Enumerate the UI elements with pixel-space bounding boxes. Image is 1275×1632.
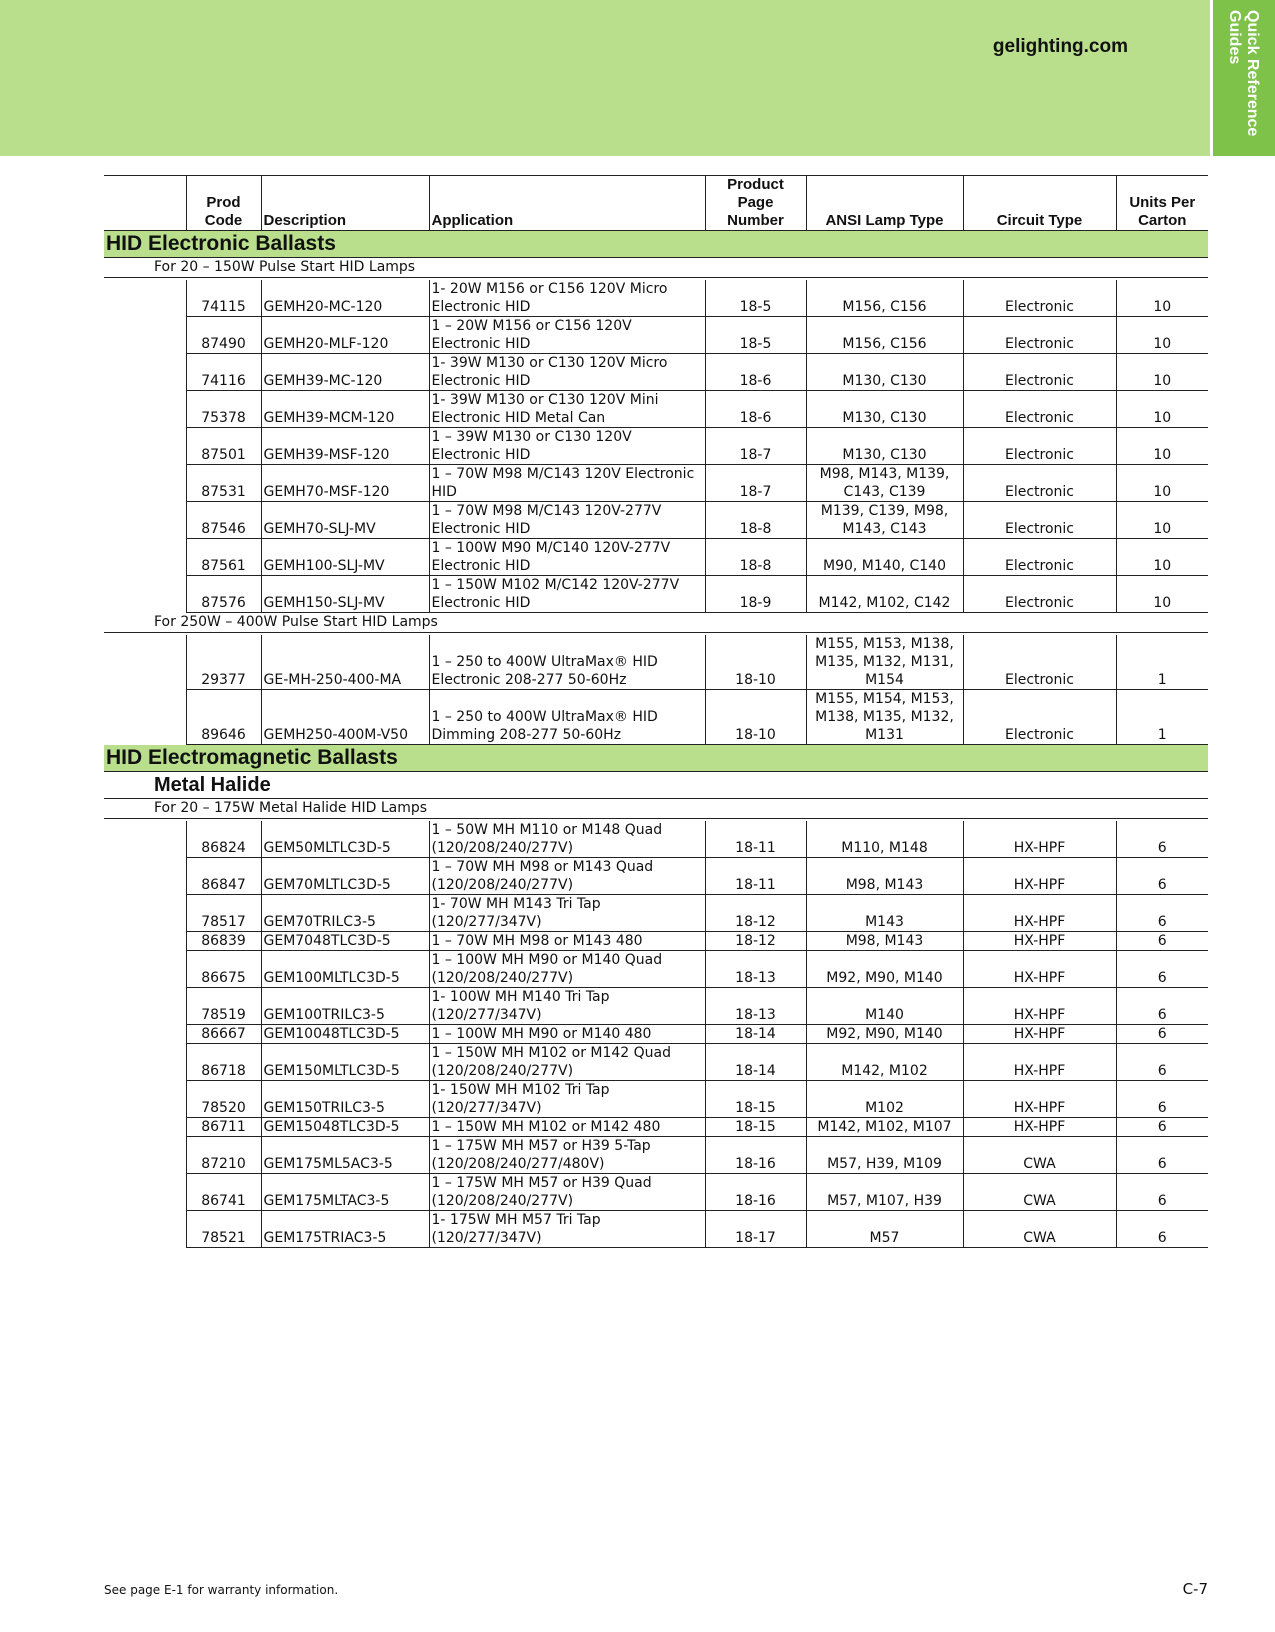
prod-code-cell: 75378 <box>186 391 261 428</box>
circuit-type-cell: HX-HPF <box>963 1081 1116 1118</box>
header-units-per-carton: Units Per Carton <box>1116 176 1208 231</box>
table-row <box>104 391 1208 428</box>
circuit-type-cell: Electronic <box>963 317 1116 354</box>
prod-code-cell: 78519 <box>186 988 261 1025</box>
prod-code-cell: 87501 <box>186 428 261 465</box>
application-cell: 1 – 70W M98 M/C143 120V Electronic HID <box>429 465 705 502</box>
page-number-cell: 18-11 <box>705 858 806 895</box>
row-indent <box>104 1025 186 1044</box>
ansi-lamp-type-cell: M139, C139, M98, M143, C143 <box>806 502 963 539</box>
units-per-carton-cell: 6 <box>1116 858 1208 895</box>
page-number-cell: 18-12 <box>705 895 806 932</box>
description-cell: GEM175MLTAC3-5 <box>261 1174 429 1211</box>
ansi-lamp-type-cell: M98, M143, M139, C143, C139 <box>806 465 963 502</box>
row-indent <box>104 1118 186 1137</box>
units-per-carton-cell: 6 <box>1116 895 1208 932</box>
ansi-lamp-type-cell: M57 <box>806 1211 963 1248</box>
table-row <box>104 690 1208 745</box>
row-indent <box>104 502 186 539</box>
application-cell: 1 – 50W MH M110 or M148 Quad (120/208/240/277V) <box>429 821 705 858</box>
prod-code-cell: 86741 <box>186 1174 261 1211</box>
application-cell: 1- 70W MH M143 Tri Tap (120/277/347V) <box>429 895 705 932</box>
row-indent <box>104 354 186 391</box>
circuit-type-cell: Electronic <box>963 502 1116 539</box>
ansi-lamp-type-cell: M57, M107, H39 <box>806 1174 963 1211</box>
row-indent <box>104 465 186 502</box>
table-row <box>104 1118 1208 1137</box>
group-title: For 250W – 400W Pulse Start HID Lamps <box>104 613 1208 633</box>
application-cell: 1 – 70W MH M98 or M143 Quad (120/208/240/277V) <box>429 858 705 895</box>
circuit-type-cell: Electronic <box>963 539 1116 576</box>
application-cell: 1 – 100W MH M90 or M140 480 <box>429 1025 705 1044</box>
table-row <box>104 1137 1208 1174</box>
units-per-carton-cell: 10 <box>1116 317 1208 354</box>
page-number-cell: 18-16 <box>705 1174 806 1211</box>
ansi-lamp-type-cell: M142, M102, C142 <box>806 576 963 613</box>
header-circuit-type: Circuit Type <box>963 176 1116 231</box>
row-indent <box>104 690 186 745</box>
ansi-lamp-type-cell: M98, M143 <box>806 932 963 951</box>
prod-code-cell: 86667 <box>186 1025 261 1044</box>
units-per-carton-cell: 6 <box>1116 932 1208 951</box>
application-cell: 1 – 100W M90 M/C140 120V-277V Electronic HID <box>429 539 705 576</box>
page-number-cell: 18-7 <box>705 428 806 465</box>
units-per-carton-cell: 10 <box>1116 391 1208 428</box>
ansi-lamp-type-cell: M130, C130 <box>806 391 963 428</box>
row-indent <box>104 539 186 576</box>
description-cell: GEM15048TLC3D-5 <box>261 1118 429 1137</box>
row-indent <box>104 576 186 613</box>
description-cell: GEMH39-MC-120 <box>261 354 429 391</box>
description-cell: GEMH100-SLJ-MV <box>261 539 429 576</box>
circuit-type-cell: CWA <box>963 1137 1116 1174</box>
units-per-carton-cell: 10 <box>1116 465 1208 502</box>
circuit-type-cell: CWA <box>963 1211 1116 1248</box>
page-number-cell: 18-13 <box>705 951 806 988</box>
page-number-cell: 18-11 <box>705 821 806 858</box>
ansi-lamp-type-cell: M98, M143 <box>806 858 963 895</box>
page-number-cell: 18-15 <box>705 1081 806 1118</box>
ansi-lamp-type-cell: M130, C130 <box>806 354 963 391</box>
header-ansi-lamp-type: ANSI Lamp Type <box>806 176 963 231</box>
header-prod-code: Prod Code <box>186 176 261 231</box>
description-cell: GEMH250-400M-V50 <box>261 690 429 745</box>
description-cell: GEM100MLTLC3D-5 <box>261 951 429 988</box>
application-cell: 1 – 70W MH M98 or M143 480 <box>429 932 705 951</box>
row-indent <box>104 1081 186 1118</box>
prod-code-cell: 86847 <box>186 858 261 895</box>
application-cell: 1- 20W M156 or C156 120V Micro Electronic HID <box>429 280 705 317</box>
description-cell: GEM175ML5AC3-5 <box>261 1137 429 1174</box>
subsection-title: Metal Halide <box>104 772 1208 799</box>
table-row <box>104 465 1208 502</box>
units-per-carton-cell: 10 <box>1116 576 1208 613</box>
description-cell: GEMH39-MCM-120 <box>261 391 429 428</box>
description-cell: GEM150MLTLC3D-5 <box>261 1044 429 1081</box>
page-number-cell: 18-6 <box>705 354 806 391</box>
application-cell: 1- 100W MH M140 Tri Tap (120/277/347V) <box>429 988 705 1025</box>
header-description: Description <box>261 176 429 231</box>
prod-code-cell: 78520 <box>186 1081 261 1118</box>
prod-code-cell: 86839 <box>186 932 261 951</box>
units-per-carton-cell: 6 <box>1116 1081 1208 1118</box>
description-cell: GEM70MLTLC3D-5 <box>261 858 429 895</box>
circuit-type-cell: HX-HPF <box>963 895 1116 932</box>
circuit-type-cell: Electronic <box>963 391 1116 428</box>
page-number-cell: 18-10 <box>705 690 806 745</box>
table-body <box>104 231 1208 1248</box>
subsection-header <box>104 772 1208 799</box>
ansi-lamp-type-cell: M155, M154, M153, M138, M135, M132, M131 <box>806 690 963 745</box>
description-cell: GEM70TRILC3-5 <box>261 895 429 932</box>
ansi-lamp-type-cell: M102 <box>806 1081 963 1118</box>
prod-code-cell: 87490 <box>186 317 261 354</box>
prod-code-cell: 87531 <box>186 465 261 502</box>
table-row <box>104 1174 1208 1211</box>
group-header <box>104 613 1208 633</box>
ansi-lamp-type-cell: M57, H39, M109 <box>806 1137 963 1174</box>
row-indent <box>104 1174 186 1211</box>
prod-code-cell: 74115 <box>186 280 261 317</box>
application-cell: 1 – 150W MH M102 or M142 480 <box>429 1118 705 1137</box>
application-cell: 1 – 175W MH M57 or H39 5-Tap (120/208/240/277/480V) <box>429 1137 705 1174</box>
table-row <box>104 821 1208 858</box>
group-title: For 20 – 150W Pulse Start HID Lamps <box>104 258 1208 278</box>
page-number-cell: 18-13 <box>705 988 806 1025</box>
page-number-cell: 18-5 <box>705 317 806 354</box>
table-row <box>104 932 1208 951</box>
page-number-cell: 18-6 <box>705 391 806 428</box>
ansi-lamp-type-cell: M142, M102 <box>806 1044 963 1081</box>
units-per-carton-cell: 6 <box>1116 951 1208 988</box>
table-row <box>104 280 1208 317</box>
description-cell: GEM150TRILC3-5 <box>261 1081 429 1118</box>
site-url[interactable]: gelighting.com <box>992 36 1128 57</box>
ballast-spec-table <box>104 175 1208 1248</box>
circuit-type-cell: HX-HPF <box>963 821 1116 858</box>
table-row <box>104 1025 1208 1044</box>
row-indent <box>104 391 186 428</box>
quick-reference-tab[interactable] <box>1213 0 1275 156</box>
circuit-type-cell: HX-HPF <box>963 1118 1116 1137</box>
prod-code-cell: 29377 <box>186 635 261 690</box>
row-indent <box>104 1211 186 1248</box>
description-cell: GEMH70-MSF-120 <box>261 465 429 502</box>
circuit-type-cell: Electronic <box>963 635 1116 690</box>
units-per-carton-cell: 6 <box>1116 988 1208 1025</box>
ansi-lamp-type-cell: M140 <box>806 988 963 1025</box>
units-per-carton-cell: 6 <box>1116 1025 1208 1044</box>
units-per-carton-cell: 6 <box>1116 1118 1208 1137</box>
application-cell: 1- 150W MH M102 Tri Tap (120/277/347V) <box>429 1081 705 1118</box>
description-cell: GEM50MLTLC3D-5 <box>261 821 429 858</box>
circuit-type-cell: Electronic <box>963 465 1116 502</box>
circuit-type-cell: Electronic <box>963 428 1116 465</box>
application-cell: 1 – 100W MH M90 or M140 Quad (120/208/240/277V) <box>429 951 705 988</box>
prod-code-cell: 86824 <box>186 821 261 858</box>
prod-code-cell: 87210 <box>186 1137 261 1174</box>
units-per-carton-cell: 10 <box>1116 539 1208 576</box>
application-cell: 1 – 250 to 400W UltraMax® HID Electronic 208-277 50-60Hz <box>429 635 705 690</box>
group-header <box>104 799 1208 819</box>
page-number-cell: 18-14 <box>705 1044 806 1081</box>
description-cell: GEMH70-SLJ-MV <box>261 502 429 539</box>
ansi-lamp-type-cell: M130, C130 <box>806 428 963 465</box>
warranty-note: See page E-1 for warranty information. <box>104 1583 339 1597</box>
prod-code-cell: 87576 <box>186 576 261 613</box>
page-number-cell: 18-15 <box>705 1118 806 1137</box>
table-row <box>104 951 1208 988</box>
table-row <box>104 576 1208 613</box>
header-page-number: Product Page Number <box>705 176 806 231</box>
circuit-type-cell: HX-HPF <box>963 1025 1116 1044</box>
circuit-type-cell: Electronic <box>963 354 1116 391</box>
page-number-cell: 18-8 <box>705 539 806 576</box>
page-number-cell: 18-17 <box>705 1211 806 1248</box>
units-per-carton-cell: 1 <box>1116 690 1208 745</box>
application-cell: 1 – 150W MH M102 or M142 Quad (120/208/240/277V) <box>429 1044 705 1081</box>
application-cell: 1- 39W M130 or C130 120V Mini Electronic HID Metal Can <box>429 391 705 428</box>
prod-code-cell: 74116 <box>186 354 261 391</box>
prod-code-cell: 87546 <box>186 502 261 539</box>
circuit-type-cell: Electronic <box>963 690 1116 745</box>
table-row <box>104 895 1208 932</box>
page-number-cell: 18-16 <box>705 1137 806 1174</box>
prod-code-cell: 89646 <box>186 690 261 745</box>
row-indent <box>104 428 186 465</box>
circuit-type-cell: HX-HPF <box>963 988 1116 1025</box>
circuit-type-cell: Electronic <box>963 280 1116 317</box>
row-indent <box>104 280 186 317</box>
description-cell: GEMH20-MLF-120 <box>261 317 429 354</box>
ansi-lamp-type-cell: M90, M140, C140 <box>806 539 963 576</box>
row-indent <box>104 932 186 951</box>
application-cell: 1 – 70W M98 M/C143 120V-277V Electronic HID <box>429 502 705 539</box>
description-cell: GEM175TRIAC3-5 <box>261 1211 429 1248</box>
page-number: C-7 <box>1182 1580 1208 1598</box>
ansi-lamp-type-cell: M156, C156 <box>806 317 963 354</box>
table-row <box>104 635 1208 690</box>
row-indent <box>104 895 186 932</box>
table-row <box>104 1211 1208 1248</box>
units-per-carton-cell: 10 <box>1116 502 1208 539</box>
table-row <box>104 988 1208 1025</box>
table-row <box>104 1081 1208 1118</box>
row-indent <box>104 1044 186 1081</box>
description-cell: GEM10048TLC3D-5 <box>261 1025 429 1044</box>
application-cell: 1 – 20W M156 or C156 120V Electronic HID <box>429 317 705 354</box>
units-per-carton-cell: 6 <box>1116 821 1208 858</box>
row-indent <box>104 317 186 354</box>
page-number-cell: 18-10 <box>705 635 806 690</box>
prod-code-cell: 86718 <box>186 1044 261 1081</box>
page-number-cell: 18-12 <box>705 932 806 951</box>
ansi-lamp-type-cell: M92, M90, M140 <box>806 1025 963 1044</box>
table-row <box>104 317 1208 354</box>
page-number-cell: 18-8 <box>705 502 806 539</box>
application-cell: 1 – 150W M102 M/C142 120V-277V Electronic HID <box>429 576 705 613</box>
header-blank <box>104 176 186 231</box>
circuit-type-cell: HX-HPF <box>963 951 1116 988</box>
circuit-type-cell: HX-HPF <box>963 1044 1116 1081</box>
table-row <box>104 502 1208 539</box>
ansi-lamp-type-cell: M92, M90, M140 <box>806 951 963 988</box>
page-number-cell: 18-14 <box>705 1025 806 1044</box>
application-cell: 1- 175W MH M57 Tri Tap (120/277/347V) <box>429 1211 705 1248</box>
application-cell: 1 – 39W M130 or C130 120V Electronic HID <box>429 428 705 465</box>
group-header <box>104 258 1208 278</box>
table-row <box>104 428 1208 465</box>
side-tab-label: Quick Reference Guides <box>1226 10 1261 137</box>
row-indent <box>104 821 186 858</box>
units-per-carton-cell: 1 <box>1116 635 1208 690</box>
units-per-carton-cell: 6 <box>1116 1044 1208 1081</box>
prod-code-cell: 78517 <box>186 895 261 932</box>
table-row <box>104 539 1208 576</box>
header-application: Application <box>429 176 705 231</box>
prod-code-cell: 86711 <box>186 1118 261 1137</box>
units-per-carton-cell: 10 <box>1116 428 1208 465</box>
ansi-lamp-type-cell: M142, M102, M107 <box>806 1118 963 1137</box>
row-indent <box>104 635 186 690</box>
application-cell: 1 – 175W MH M57 or H39 Quad (120/208/240/277V) <box>429 1174 705 1211</box>
row-indent <box>104 988 186 1025</box>
circuit-type-cell: HX-HPF <box>963 932 1116 951</box>
prod-code-cell: 86675 <box>186 951 261 988</box>
units-per-carton-cell: 6 <box>1116 1211 1208 1248</box>
ansi-lamp-type-cell: M156, C156 <box>806 280 963 317</box>
table-row <box>104 858 1208 895</box>
section-header <box>104 231 1208 258</box>
application-cell: 1 – 250 to 400W UltraMax® HID Dimming 208-277 50-60Hz <box>429 690 705 745</box>
table-row <box>104 354 1208 391</box>
units-per-carton-cell: 6 <box>1116 1137 1208 1174</box>
description-cell: GE-MH-250-400-MA <box>261 635 429 690</box>
row-indent <box>104 858 186 895</box>
prod-code-cell: 78521 <box>186 1211 261 1248</box>
page-number-cell: 18-7 <box>705 465 806 502</box>
table-row <box>104 1044 1208 1081</box>
units-per-carton-cell: 10 <box>1116 280 1208 317</box>
circuit-type-cell: HX-HPF <box>963 858 1116 895</box>
description-cell: GEM7048TLC3D-5 <box>261 932 429 951</box>
section-title: HID Electromagnetic Ballasts <box>104 745 1208 772</box>
description-cell: GEM100TRILC3-5 <box>261 988 429 1025</box>
group-title: For 20 – 175W Metal Halide HID Lamps <box>104 799 1208 819</box>
page-number-cell: 18-5 <box>705 280 806 317</box>
row-indent <box>104 1137 186 1174</box>
application-cell: 1- 39W M130 or C130 120V Micro Electronic HID <box>429 354 705 391</box>
units-per-carton-cell: 10 <box>1116 354 1208 391</box>
section-header <box>104 745 1208 772</box>
header-band <box>0 0 1210 156</box>
description-cell: GEMH39-MSF-120 <box>261 428 429 465</box>
page-number-cell: 18-9 <box>705 576 806 613</box>
circuit-type-cell: CWA <box>963 1174 1116 1211</box>
ansi-lamp-type-cell: M155, M153, M138, M135, M132, M131, M154 <box>806 635 963 690</box>
ansi-lamp-type-cell: M110, M148 <box>806 821 963 858</box>
ansi-lamp-type-cell: M143 <box>806 895 963 932</box>
prod-code-cell: 87561 <box>186 539 261 576</box>
circuit-type-cell: Electronic <box>963 576 1116 613</box>
section-title: HID Electronic Ballasts <box>104 231 1208 258</box>
units-per-carton-cell: 6 <box>1116 1174 1208 1211</box>
row-indent <box>104 951 186 988</box>
table-header-row <box>104 176 1208 231</box>
description-cell: GEMH20-MC-120 <box>261 280 429 317</box>
description-cell: GEMH150-SLJ-MV <box>261 576 429 613</box>
